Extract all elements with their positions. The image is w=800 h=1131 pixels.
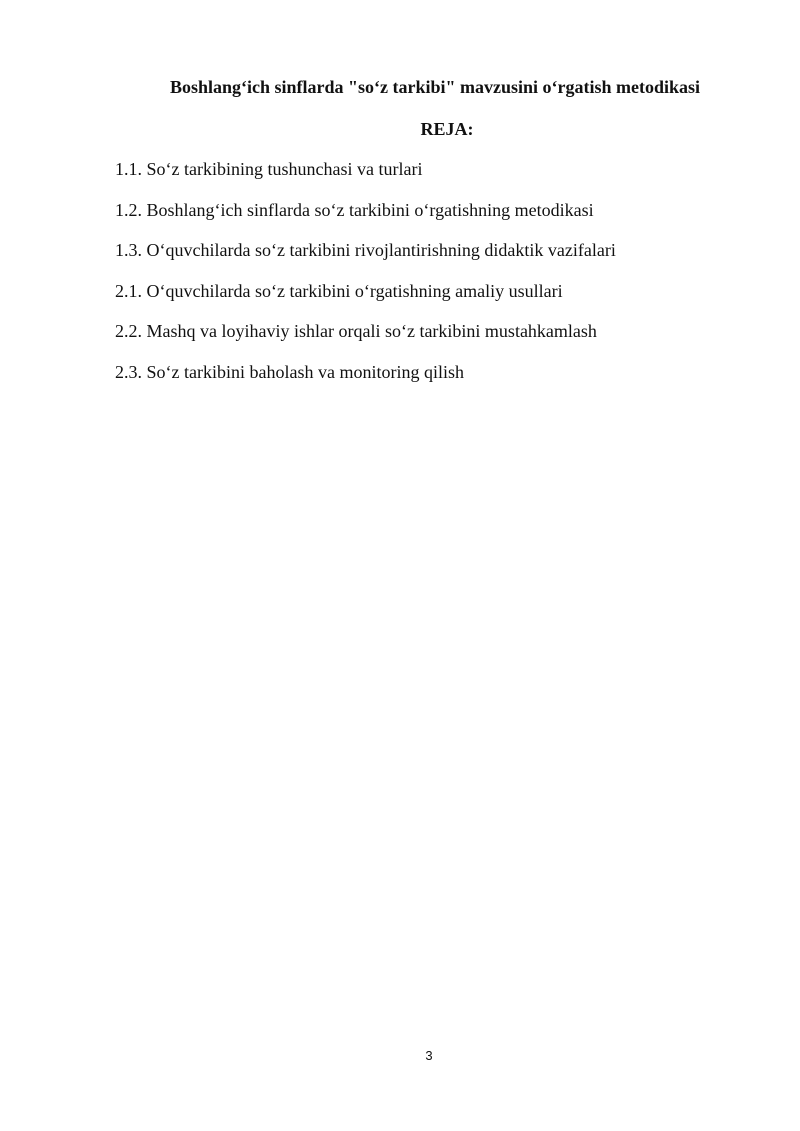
- plan-item: 1.1. So‘z tarkibining tushunchasi va turlari: [115, 159, 423, 179]
- document-title: Boshlang‘ich sinflarda "so‘z tarkibi" mavzusini o‘rgatish metodikasi: [170, 77, 701, 97]
- plan-item: 1.2. Boshlang‘ich sinflarda so‘z tarkibini o‘rgatishning metodikasi: [115, 199, 594, 220]
- plan-item: 2.3. So‘z tarkibini baholash va monitoring qilish: [115, 361, 464, 382]
- page-number: 3: [425, 1048, 433, 1063]
- plan-item: 1.3. O‘quvchilarda so‘z tarkibini rivojlantirishning didaktik vazifalari: [115, 240, 616, 260]
- plan-list: [115, 157, 755, 400]
- plan-item: 2.2. Mashq va loyihaviy ishlar orqali so‘z tarkibini mustahkamlash: [115, 321, 597, 341]
- plan-item: 2.1. O‘quvchilarda so‘z tarkibini o‘rgatishning amaliy usullari: [115, 280, 563, 301]
- plan-heading: REJA:: [420, 119, 474, 139]
